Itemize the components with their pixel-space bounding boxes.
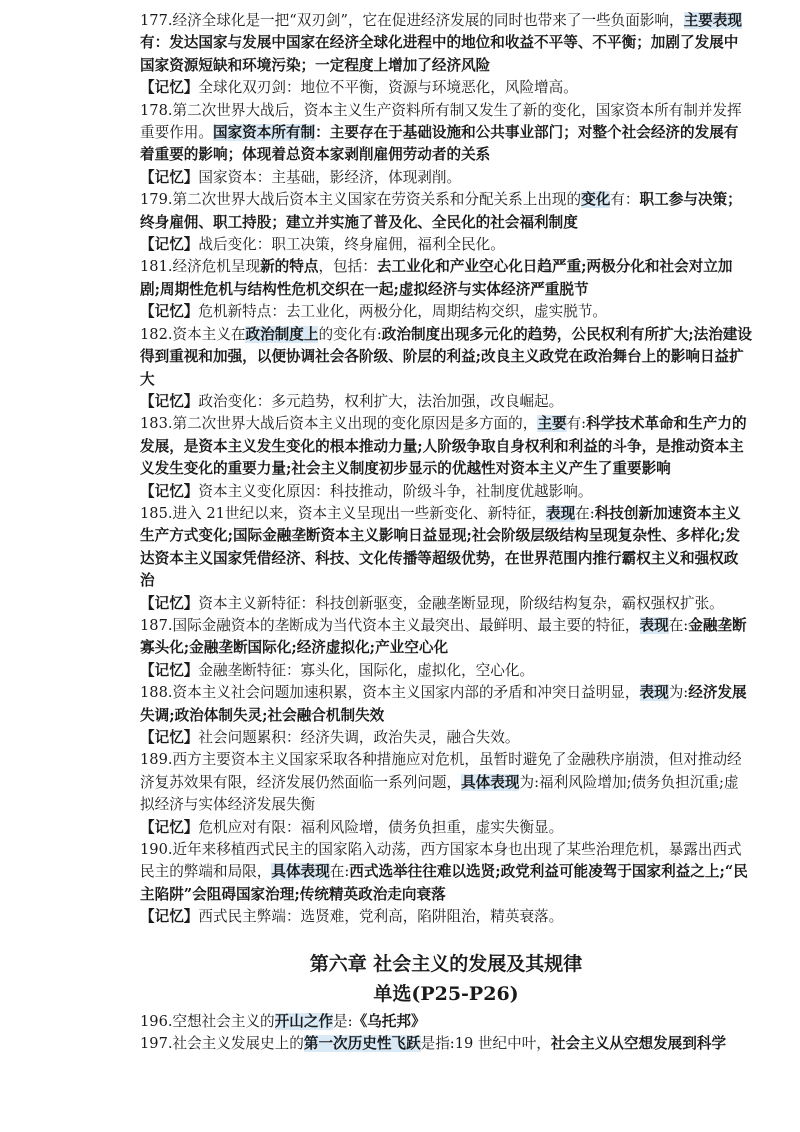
entry-mid: 有：: [140, 34, 170, 52]
entry-lead: 187.国际金融资本的垄断成为当代资本主义最突出、最鲜明、最主要的特征，: [140, 616, 640, 634]
entry-key-highlight: 表现: [545, 504, 576, 522]
entry-key: 新的特点: [260, 258, 319, 276]
memo-text: 国家资本：主基础，影经济，体现剥削。: [198, 168, 462, 186]
entry-197: [140, 1033, 752, 1055]
entry-lead: 181.经济危机呈现: [140, 258, 261, 276]
entry-mid: 是:: [333, 1012, 353, 1030]
entry-answer: 发达国家与发展中国家在经济全球化进程中的地位和收益不平等、不平衡；加剧了发展中国家资源短缺和环境污染；一定程度上增加了经济风险: [140, 34, 739, 74]
entry-mid: ：: [315, 124, 330, 142]
entry-mid: 为:: [668, 684, 689, 702]
memo-tag: 【记忆】: [140, 908, 199, 926]
entry-196: [140, 1011, 752, 1033]
memo-tag: 【记忆】: [140, 482, 199, 500]
memo-text: 政治变化：多元趋势，权利扩大，法治加强，改良崛起。: [198, 392, 564, 410]
entry-181: [140, 256, 752, 323]
entry-key-highlight: 国家资本所有制: [212, 124, 316, 142]
entry-key-highlight: 表现: [639, 684, 669, 702]
memo-tag: 【记忆】: [140, 392, 199, 410]
memo-text: 全球化双刃剑：地位不平衡，资源与环境恶化，风险增高。: [198, 79, 578, 97]
memo-tag: 【记忆】: [140, 303, 199, 321]
entry-key-highlight: 政治制度上: [245, 325, 319, 343]
chapter-title: 第六章 社会主义的发展及其规律: [309, 952, 583, 975]
memo-text: 资本主义新特征：科技创新驱变，金融垄断显现，阶级结构复杂，霸权强权扩张。: [198, 594, 724, 612]
entry-key-highlight: 主要: [537, 415, 567, 433]
memo-tag: 【记忆】: [140, 661, 199, 679]
entry-mid: 的变化有:: [318, 325, 382, 343]
memo-tag: 【记忆】: [140, 236, 199, 254]
entry-mid: 为:福利风险增加;债务负担沉重;虚拟经济与实体经济发展失衡: [140, 773, 739, 814]
entry-178: [140, 100, 752, 190]
entry-mid: 有:: [566, 415, 587, 433]
entry-177: [140, 10, 752, 100]
entry-187: [140, 615, 752, 682]
memo-text: 资本主义变化原因：科技推动，阶级斗争，社制度优越影响。: [198, 482, 593, 500]
entry-answer: 经济发展失调;政治体制失灵;社会融合机制失效: [140, 684, 747, 724]
entry-mid: 有：: [610, 191, 640, 209]
entry-key-highlight: 主要表现: [683, 12, 742, 29]
entry-lead: 196.空想社会主义的: [140, 1012, 275, 1030]
memo-text: 战后变化：职工决策，终身雇佣，福利全民化。: [198, 236, 505, 254]
entry-lead: 185.进入 21世纪以来，资本主义呈现出一些新变化、新特征，: [140, 504, 546, 522]
entry-key-highlight: 具体表现: [271, 863, 330, 881]
entry-lead: 190.近年来移植西式民主的国家陷入动荡，西方国家本身也出现了某些治理危机，暴露出西式民主的弊端和局限，: [140, 841, 742, 881]
memo-text: 危机应对有限：福利风险增，债务负担重，虚实失衡显。: [198, 818, 564, 836]
entry-lead: 183.第二次世界大战后资本主义出现的变化原因是多方面的，: [140, 415, 538, 433]
entry-lead: 188.资本主义社会问题加速积累，资本主义国家内部的矛盾和冲突日益明显，: [140, 684, 640, 702]
memo-tag: 【记忆】: [140, 168, 199, 186]
entry-answer: 西式选举往往难以选贤;政党利益可能凌驾于国家利益之上;“民主陷阱”会阻碍国家治理;传统精英政治走向衰落: [140, 863, 748, 903]
entry-mid: 在:: [329, 863, 350, 881]
entry-179: [140, 189, 752, 256]
entry-lead: 189.西方主要资本主义国家采取各种措施应对危机，虽暂时避免了金融秩序崩溃，但对推动经济复苏效果有限，经济发展仍然面临一系列问题，: [140, 751, 742, 791]
entry-182: [140, 324, 752, 414]
entry-answer: 职工参与决策；终身雇佣、职工持股；建立并实施了普及化、全民化的社会福利制度: [140, 191, 742, 231]
memo-text: 危机新特点：去工业化，两极分化，周期结构交织，虚实脱节。: [198, 303, 608, 321]
entry-answer: 科技创新加速资本主义生产方式变化;国际金融垄断资本主义影响日益显现;社会阶级层级结构呈现复杂性、多样化;发达资本主义国家凭借经济、科技、文化传播等超级优势，在世界范围内推行霸权主义和强权政治: [140, 504, 741, 590]
entry-answer: 《乌托邦》: [352, 1012, 426, 1030]
entry-lead: 177.经济全球化是一把“双刃剑”，它在促进经济发展的同时也带来了一些负面影响，: [140, 12, 684, 29]
memo-tag: 【记忆】: [140, 818, 199, 836]
entry-190: [140, 839, 752, 929]
entry-lead: 179.第二次世界大战后资本主义国家在劳资关系和分配关系上出现的: [140, 191, 582, 209]
entry-185: [140, 503, 752, 615]
memo-text: 社会问题累积：经济失调，政治失灵，融合失效。: [198, 729, 520, 746]
entry-key-highlight: 第一次历史性飞跃: [303, 1035, 421, 1053]
section-title: 单选(P25-P26): [373, 982, 519, 1005]
entry-188: [140, 682, 752, 749]
entry-lead: 197.社会主义发展史上的: [140, 1035, 304, 1053]
entry-183: [140, 413, 752, 503]
entry-answer: 科学技术革命和生产力的发展，是资本主义发生变化的根本推动力量;人阶级争取自身权利和利益的斗争，是推动资本主义发生变化的重要力量;社会主义制度初步显示的优越性对资本主义产生了重要影响: [140, 415, 747, 478]
memo-tag: 【记忆】: [140, 79, 199, 97]
memo-tag: 【记忆】: [140, 729, 199, 746]
entry-answer: 去工业化和产业空心化日趋严重;两极分化和社会对立加剧;周期性危机与结构性危机交织在一起;虚拟经济与实体经济严重脱节: [140, 258, 733, 298]
memo-tag: 【记忆】: [140, 594, 199, 612]
entry-answer: 主要存在于基础设施和公共事业部门；对整个社会经济的发展有着重要的影响；体现着总资本家剥削雇佣劳动者的关系: [140, 124, 739, 164]
entry-answer: 金融垄断寡头化;金融垄断国际化;经济虚拟化;产业空心化: [140, 616, 747, 657]
entry-mid: ，包括：: [318, 258, 377, 276]
entry-answer: 社会主义从空想发展到科学: [550, 1035, 727, 1053]
memo-text: 金融垄断特征：寡头化，国际化，虚拟化，空心化。: [198, 661, 535, 679]
entry-mid: 是指:19 世纪中叶，: [420, 1035, 551, 1053]
entry-mid: 在:: [575, 504, 595, 522]
entry-189: [140, 749, 752, 839]
memo-text: 西式民主弊端：选贤难，党利高，陷阱阻治，精英衰落。: [198, 908, 564, 926]
entry-answer: 政治制度出现多元化的趋势，公民权利有所扩大;法治建设得到重视和加强，以便协调社会各阶级、阶层的利益;改良主义政党在政治舞台上的影响日益扩大: [140, 325, 752, 388]
entry-key-highlight: 开山之作: [274, 1012, 334, 1030]
entry-key-highlight: 具体表现: [461, 773, 520, 791]
entry-lead: 182.资本主义在: [140, 325, 246, 343]
entry-key-highlight: 表现: [639, 616, 669, 634]
entry-key-highlight: 变化: [581, 191, 611, 209]
entry-mid: 在:: [668, 616, 689, 634]
entry-lead: 178.第二次世界大战后，资本主义生产资料所有制又发生了新的变化，国家资本所有制并发挥重要作用。: [140, 101, 742, 142]
